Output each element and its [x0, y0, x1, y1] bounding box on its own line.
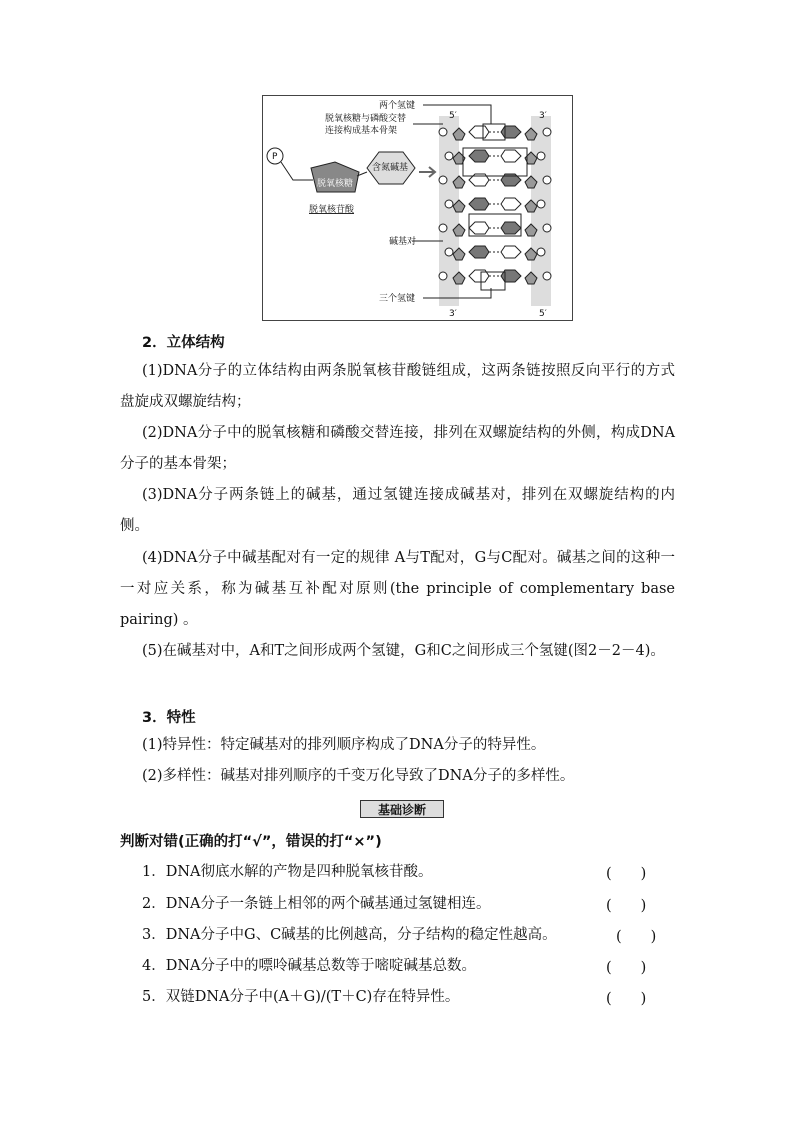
- section-2-p5: (5)在碱基对中，A和T之间形成两个氢键，G和C之间形成三个氢键(图2－2－4)。: [142, 643, 665, 659]
- base-left: [469, 150, 489, 162]
- base-left: [469, 246, 489, 258]
- answer-blank-1[interactable]: ( ): [606, 866, 647, 882]
- phosphate-right: [543, 128, 551, 136]
- section-3-p1: (1)特异性：特定碱基对的排列顺序构成了DNA分子的特异性。: [142, 737, 546, 753]
- answer-blank-3[interactable]: ( ): [616, 929, 657, 945]
- question-4: 4．DNA分子中的嘌呤碱基总数等于嘧啶碱基总数。: [142, 958, 477, 974]
- two-h-bonds-label: 两个氢键: [379, 101, 416, 111]
- phosphate-right: [543, 272, 551, 280]
- base-left: [469, 222, 489, 234]
- dna-diagram: [263, 96, 574, 322]
- phosphate-left: [439, 224, 447, 232]
- phosphate-left: [445, 200, 453, 208]
- phosphate-left: [445, 152, 453, 160]
- bottom-right-end: 5′: [539, 309, 547, 319]
- answer-blank-4[interactable]: ( ): [606, 960, 647, 976]
- section-3-p2: (2)多样性：碱基对排列顺序的千变万化导致了DNA分子的多样性。: [142, 768, 575, 784]
- base-label: 含氮碱基: [372, 163, 409, 173]
- nucleotide-label: 脱氧核苷酸: [309, 205, 355, 215]
- base-pair-label: 碱基对: [389, 237, 417, 247]
- phosphate-right: [537, 200, 545, 208]
- section-3-heading: 3．特性: [142, 710, 196, 726]
- base-right: [501, 198, 521, 210]
- bottom-left-end: 3′: [449, 309, 457, 319]
- phosphate-left: [445, 248, 453, 256]
- top-left-end: 5′: [449, 111, 457, 121]
- question-1: 1．DNA彻底水解的产物是四种脱氧核苷酸。: [142, 864, 433, 880]
- phosphate-left: [439, 272, 447, 280]
- diagnosis-instruction: 判断对错(正确的打“√”，错误的打“×”): [120, 834, 382, 850]
- sugar-label: 脱氧核糖: [317, 179, 354, 189]
- section-2-p3: (3)DNA分子两条链上的碱基，通过氢键连接成碱基对，排列在双螺旋结构的内侧。: [120, 487, 675, 535]
- question-2: 2．DNA分子一条链上相邻的两个碱基通过氢键相连。: [142, 896, 491, 912]
- question-3: 3．DNA分子中G、C碱基的比例越高，分子结构的稳定性越高。: [142, 927, 557, 943]
- phosphate-left: [439, 128, 447, 136]
- base-left: [469, 126, 489, 138]
- phosphate-right: [537, 248, 545, 256]
- diagnosis-badge: 基础诊断: [360, 800, 444, 818]
- phosphate-right: [537, 152, 545, 160]
- base-right: [501, 150, 521, 162]
- backbone-label-1: 脱氧核糖与磷酸交替: [325, 114, 407, 124]
- answer-blank-2[interactable]: ( ): [606, 898, 647, 914]
- answer-blank-5[interactable]: ( ): [606, 991, 647, 1007]
- phosphate-right: [543, 224, 551, 232]
- phosphate-link: [281, 162, 313, 180]
- three-h-bonds-label: 三个氢键: [379, 294, 416, 304]
- base-right: [501, 222, 521, 234]
- dna-structure-figure: [262, 95, 573, 321]
- section-2-p4: (4)DNA分子中碱基配对有一定的规律 A与T配对，G与C配对。碱基之间的这种一一对应关系，称为碱基互补配对原则(the principle of complementary base pairing) 。: [120, 550, 675, 629]
- phosphate-right: [543, 176, 551, 184]
- base-right: [501, 126, 521, 138]
- top-right-end: 3′: [539, 111, 547, 121]
- diagnosis-badge-wrap: [360, 800, 444, 820]
- phosphate-left: [439, 176, 447, 184]
- section-2-heading: 2．立体结构: [142, 335, 225, 351]
- base-left: [469, 198, 489, 210]
- question-5: 5．双链DNA分子中(A＋G)/(T＋C)存在特异性。: [142, 989, 460, 1005]
- section-2-p1: (1)DNA分子的立体结构由两条脱氧核苷酸链组成，这两条链按照反向平行的方式盘旋成双螺旋结构；: [120, 363, 675, 411]
- base-right: [501, 246, 521, 258]
- arrow-icon: [419, 167, 435, 177]
- section-2-p2: (2)DNA分子中的脱氧核糖和磷酸交替连接，排列在双螺旋结构的外侧，构成DNA分子的基本骨架；: [120, 425, 675, 473]
- phosphate-label: P: [272, 152, 278, 162]
- backbone-label-2: 连接构成基本骨架: [325, 126, 398, 136]
